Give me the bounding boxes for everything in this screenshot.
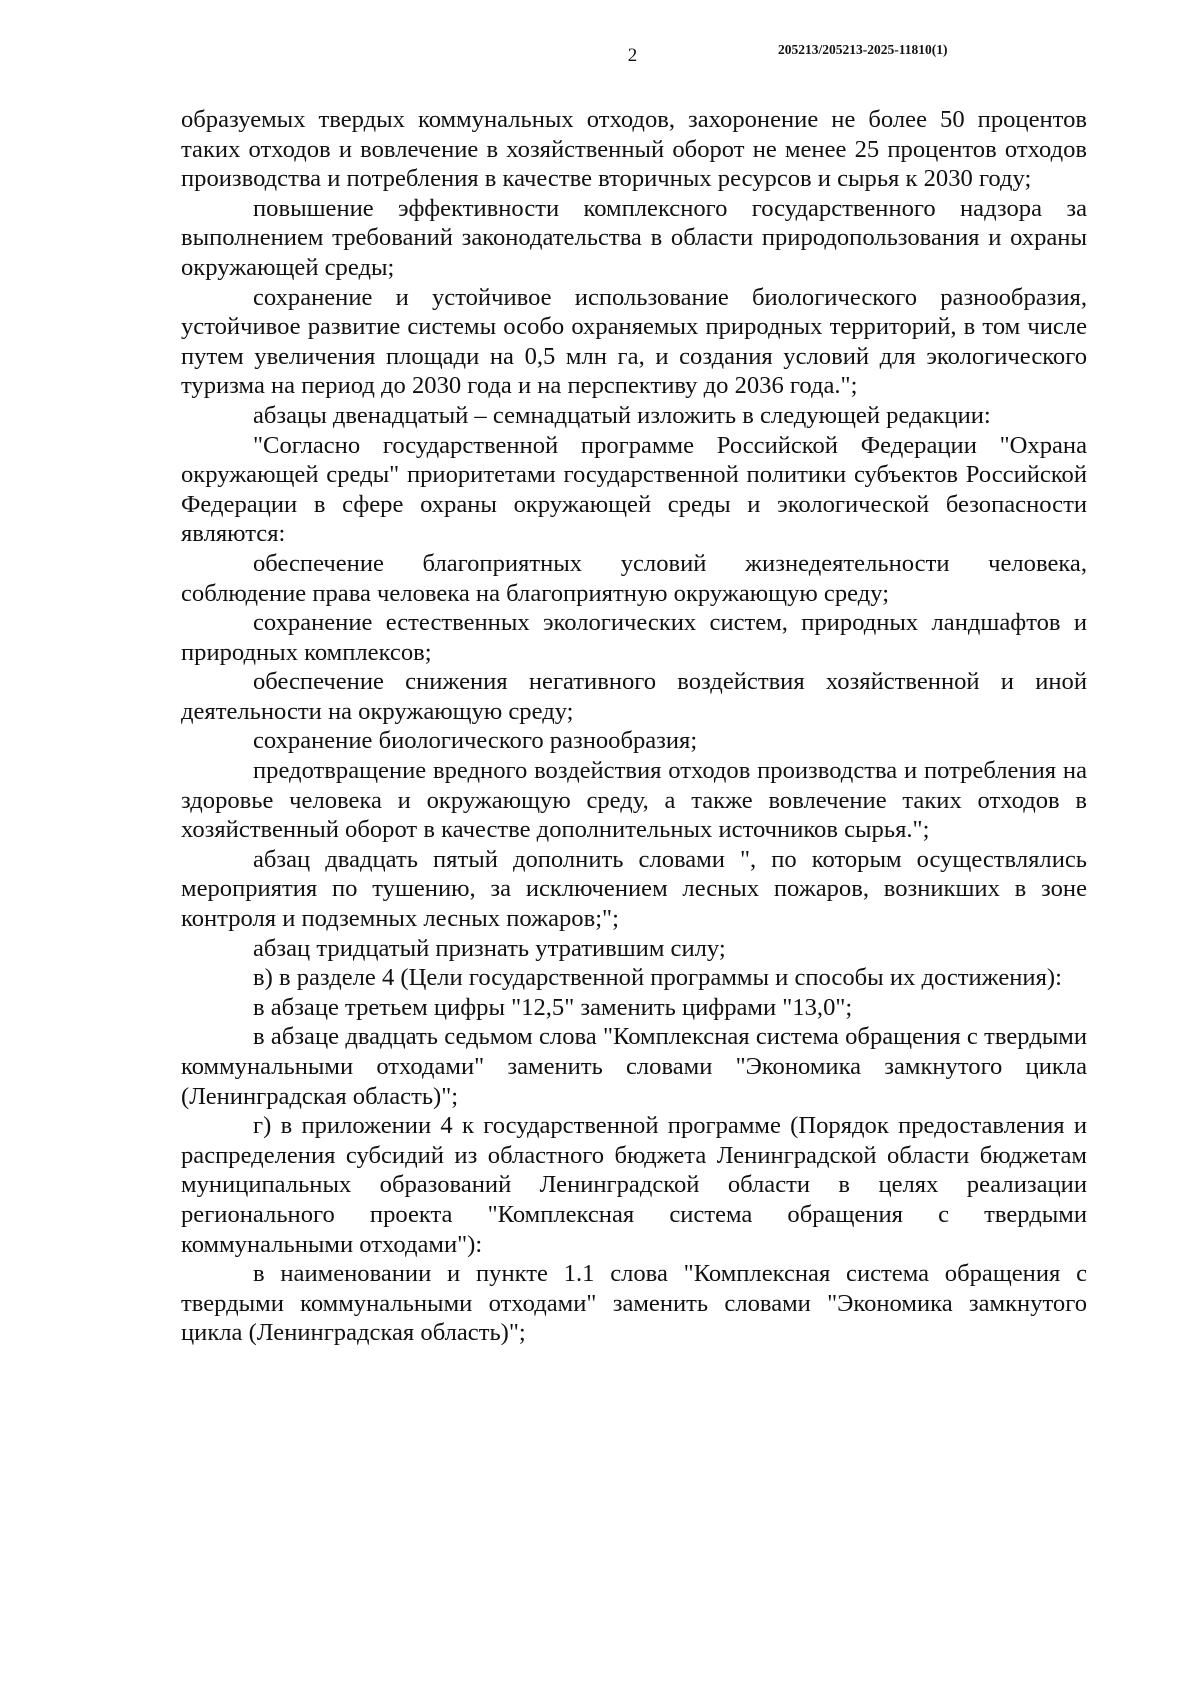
paragraph: обеспечение снижения негативного воздействия хозяйственной и иной деятельности на окружающую среду; <box>181 668 1087 725</box>
document-id: 205213/205213-2025-11810(1) <box>778 42 948 57</box>
paragraph: абзацы двенадцатый – семнадцатый изложить в следующей редакции: <box>253 401 991 429</box>
paragraph: абзац тридцатый признать утратившим силу; <box>253 934 726 962</box>
paragraph: сохранение и устойчивое использование биологического разнообразия, устойчивое развитие системы особо охраняемых природных территорий, в том числе путем увеличения площади на 0,5 млн га, и создания условий для экологического туризма на период до 2030 года и на перспективу до 2036 года."; <box>181 283 1087 400</box>
paragraph: повышение эффективности комплексного государственного надзора за выполнением требований законодательства в области природопользования и охраны окружающей среды; <box>181 194 1087 281</box>
paragraph: сохранение биологического разнообразия; <box>253 727 698 755</box>
paragraph-continuation: образуемых твердых коммунальных отходов, захоронение не более 50 процентов таких отходов и вовлечение в хозяйственный оборот не менее 25 процентов отходов производства и потребления в качестве вторичных ресурсов и сырья к 2030 году; <box>181 106 1087 193</box>
paragraph: г) в приложении 4 к государственной программе (Порядок предоставления и распределения субсидий из областного бюджета Ленинградской области бюджетам муниципальных образований Ленинградской области в целях реализации регионального проекта "Комплексная система обращения с твердыми коммунальными отходами"): <box>181 1112 1087 1258</box>
paragraph: абзац двадцать пятый дополнить словами ", по которым осуществлялись мероприятия по тушению, за исключением лесных пожаров, возникших в зоне контроля и подземных лесных пожаров;"; <box>181 845 1087 933</box>
paragraph: предотвращение вредного воздействия отходов производства и потребления на здоровье человека и окружающую среду, а также вовлечение таких отходов в хозяйственный оборот в качестве дополнительных источников сырья."; <box>181 757 1087 844</box>
paragraph: в абзаце двадцать седьмом слова "Комплексная система обращения с твердыми коммунальными отходами" заменить словами "Экономика замкнутого цикла (Ленинградская область)"; <box>181 1023 1087 1110</box>
paragraph: в наименовании и пункте 1.1 слова "Комплексная система обращения с твердыми коммунальными отходами" заменить словами "Экономика замкнутого цикла (Ленинградская область)"; <box>181 1260 1087 1347</box>
document-body <box>181 105 1087 1348</box>
paragraph: в) в разделе 4 (Цели государственной программы и способы их достижения): <box>253 964 1062 992</box>
paragraph: в абзаце третьем цифры "12,5" заменить цифрами "13,0"; <box>253 993 853 1021</box>
page-number: 2 <box>627 45 638 66</box>
paragraph: "Согласно государственной программе Российской Федерации "Охрана окружающей среды" приоритетами государственной политики субъектов Российской Федерации в сфере охраны окружающей среды и экологической безопасности являются: <box>181 431 1087 548</box>
paragraph: сохранение естественных экологических систем, природных ландшафтов и природных комплексов; <box>181 609 1087 666</box>
paragraph: обеспечение благоприятных условий жизнедеятельности человека, соблюдение права человека на благоприятную окружающую среду; <box>181 549 1087 607</box>
